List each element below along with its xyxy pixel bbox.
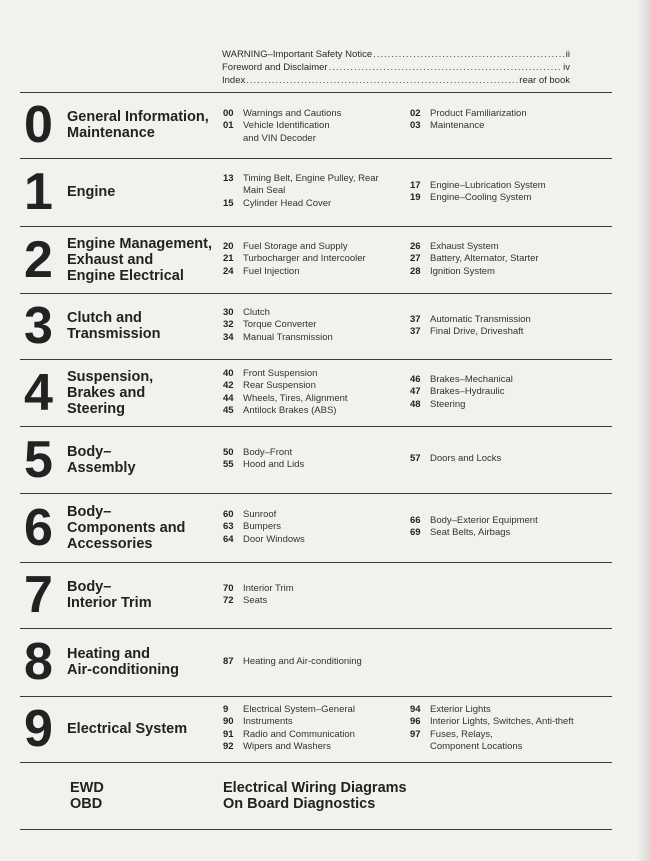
chapter-title-line: Heating and Air-conditioning <box>243 656 362 667</box>
chapter-entry[interactable] <box>223 704 403 716</box>
chapter-number: 15 <box>223 197 234 209</box>
chapter-number: 32 <box>223 319 234 331</box>
chapter-title-line: Door Windows <box>243 533 305 545</box>
chapter-title <box>430 314 610 326</box>
chapter-title <box>243 173 403 198</box>
chapter-number: 55 <box>223 459 234 471</box>
chapter-number: 69 <box>410 527 421 539</box>
section-divider <box>20 829 612 830</box>
front-matter-page: ii <box>565 49 570 60</box>
chapter-entry[interactable] <box>410 386 610 398</box>
chapter-title-line: Maintenance <box>430 120 485 132</box>
chapter-title <box>430 253 610 265</box>
section-title <box>67 369 153 417</box>
section-title-line: Engine Electrical <box>67 268 184 284</box>
chapter-title <box>243 108 403 120</box>
chapter-number: 66 <box>410 515 421 526</box>
appendix-code-ewd: EWD <box>70 780 104 796</box>
chapter-title <box>243 729 403 741</box>
section-title <box>67 579 152 611</box>
chapter-title <box>430 266 610 278</box>
chapter-entry[interactable] <box>223 332 403 344</box>
chapter-title-line: Fuses, Relays, <box>430 728 493 740</box>
chapter-number: 30 <box>223 307 234 318</box>
dot-leader <box>329 61 563 74</box>
section-title-line: Assembly <box>67 460 136 476</box>
chapter-title-line: Seat Belts, Airbags <box>430 527 511 539</box>
section-number: 9 <box>24 700 53 758</box>
chapter-entry[interactable] <box>410 716 610 728</box>
section-title-line: Accessories <box>67 536 153 552</box>
section-number: 1 <box>24 163 53 221</box>
chapter-number: 47 <box>410 386 421 398</box>
chapter-title-line: Timing Belt, Engine Pulley, Rear <box>243 173 379 184</box>
chapter-entry[interactable] <box>223 595 403 607</box>
chapter-number: 50 <box>223 447 234 458</box>
chapter-entry[interactable] <box>223 405 403 417</box>
chapter-title <box>243 459 403 471</box>
chapter-title <box>430 515 610 527</box>
chapter-column-left <box>223 307 403 344</box>
front-matter-page: iv <box>563 62 570 73</box>
chapter-title <box>243 595 403 607</box>
dot-leader <box>373 48 565 61</box>
chapter-title-line: Brakes–Mechanical <box>430 374 513 385</box>
chapter-title <box>430 399 610 411</box>
chapter-number: 34 <box>223 331 234 343</box>
chapter-column-right <box>410 515 610 540</box>
chapter-title-line: Brakes–Hydraulic <box>430 386 505 398</box>
chapter-title <box>243 307 403 319</box>
chapter-title-line: Component Locations <box>430 741 523 753</box>
chapter-number: 92 <box>223 741 234 753</box>
section-title-line: Steering <box>67 401 126 417</box>
chapter-number: 01 <box>223 120 234 132</box>
chapter-entry[interactable] <box>223 729 403 741</box>
chapter-entry[interactable] <box>223 509 403 521</box>
chapter-title <box>430 386 610 398</box>
chapter-entry[interactable] <box>223 380 403 392</box>
chapter-number: 37 <box>410 314 421 325</box>
chapter-column-left <box>223 509 403 546</box>
chapter-entry[interactable] <box>410 704 610 716</box>
chapter-column-right <box>410 704 610 754</box>
chapter-number: 48 <box>410 398 421 410</box>
section-title-line: Maintenance <box>67 125 155 141</box>
chapter-number: 17 <box>410 180 421 191</box>
chapter-number: 19 <box>410 192 421 204</box>
section-title-line: Air-conditioning <box>67 662 179 678</box>
section-number: 8 <box>24 633 53 691</box>
chapter-title-line: Wheels, Tires, Alignment <box>243 392 348 404</box>
chapter-title <box>243 368 403 380</box>
chapter-number: 45 <box>223 405 234 417</box>
section-title-line: Body– <box>67 579 112 595</box>
section-title-line: Engine <box>67 184 116 200</box>
chapter-title-line: Main Seal <box>243 185 286 197</box>
chapter-title <box>243 241 403 253</box>
chapter-title <box>430 180 610 192</box>
appendix-section[interactable] <box>20 776 612 828</box>
section-divider <box>20 493 612 494</box>
chapter-column-left <box>223 656 403 668</box>
chapter-number: 60 <box>223 509 234 520</box>
chapter-title-line: Final Drive, Driveshaft <box>430 326 524 338</box>
chapter-title-line: Engine–Cooling System <box>430 192 532 204</box>
chapter-entry[interactable] <box>223 253 403 265</box>
chapter-number: 57 <box>410 453 421 464</box>
chapter-title <box>430 704 610 716</box>
chapter-column-left <box>223 704 403 754</box>
section-title-line: Transmission <box>67 326 161 342</box>
section-divider <box>20 158 612 159</box>
chapter-title <box>430 729 610 754</box>
chapter-entry[interactable] <box>410 180 610 192</box>
chapter-title <box>243 521 403 533</box>
chapter-title <box>243 266 403 278</box>
chapter-title-line: Fuel Storage and Supply <box>243 241 348 252</box>
chapter-number: 28 <box>410 265 421 277</box>
dot-leader <box>246 74 518 87</box>
section-title-line: Engine Management, <box>67 236 213 252</box>
chapter-title <box>430 453 610 465</box>
chapter-entry[interactable] <box>410 374 610 386</box>
section-title-line: Suspension, <box>67 369 154 385</box>
chapter-title <box>243 534 403 546</box>
chapter-title <box>243 319 403 331</box>
chapter-number: 42 <box>223 380 234 392</box>
chapter-title-line: Ignition System <box>430 265 495 277</box>
chapter-title-line: Bumpers <box>243 521 282 533</box>
chapter-title-line: Exhaust System <box>430 241 499 252</box>
section-divider <box>20 359 612 360</box>
chapter-entry[interactable] <box>410 266 610 278</box>
chapter-column-right <box>410 180 610 205</box>
chapter-column-left <box>223 241 403 278</box>
section-number: 5 <box>24 431 53 489</box>
chapter-column-left <box>223 173 403 210</box>
section-divider <box>20 226 612 227</box>
chapter-title-line: Automatic Transmission <box>430 314 531 325</box>
section-divider <box>20 696 612 697</box>
section-title-line: Interior Trim <box>67 595 152 611</box>
chapter-title-line: Wipers and Washers <box>243 741 331 753</box>
section-title <box>67 310 160 342</box>
chapter-number: 40 <box>223 368 234 379</box>
chapter-title-line: Interior Lights, Switches, Anti-theft <box>430 716 574 728</box>
chapter-entry[interactable] <box>223 120 403 145</box>
section-5[interactable] <box>20 426 612 493</box>
chapter-title <box>243 509 403 521</box>
chapter-entry[interactable] <box>223 656 403 668</box>
chapter-title-line: Body–Front <box>243 447 293 458</box>
section-9[interactable] <box>20 696 612 762</box>
chapter-title <box>243 198 403 210</box>
chapter-title-line: Body–Exterior Equipment <box>430 515 538 526</box>
appendix-codes <box>70 780 104 812</box>
chapter-entry[interactable] <box>223 241 403 253</box>
chapter-column-left <box>223 447 403 472</box>
section-title-line: General Information, <box>67 109 209 125</box>
section-title-line: Heating and <box>67 646 150 662</box>
section-divider <box>20 562 612 563</box>
chapter-number: 37 <box>410 326 421 338</box>
chapter-number: 90 <box>223 716 234 728</box>
chapter-number: 44 <box>223 392 234 404</box>
chapter-title <box>243 120 403 145</box>
chapter-title <box>430 108 610 120</box>
chapter-title <box>243 741 403 753</box>
front-matter-row[interactable] <box>222 74 570 87</box>
chapter-title <box>243 405 403 417</box>
section-number: 2 <box>24 231 53 289</box>
chapter-column-left <box>223 583 403 608</box>
chapter-title-line: Warnings and Cautions <box>243 108 342 119</box>
chapter-entry[interactable] <box>410 399 610 411</box>
section-title <box>67 109 209 141</box>
chapter-title <box>243 704 403 716</box>
chapter-entry[interactable] <box>410 192 610 204</box>
section-title-line: Brakes and <box>67 385 146 401</box>
section-1[interactable] <box>20 158 612 226</box>
chapter-number: 27 <box>410 253 421 265</box>
chapter-title <box>243 380 403 392</box>
chapter-title-line: Sunroof <box>243 509 277 520</box>
chapter-number: 24 <box>223 265 234 277</box>
chapter-entry[interactable] <box>223 521 403 533</box>
chapter-title-line: and VIN Decoder <box>243 132 316 144</box>
chapter-column-left <box>223 108 403 145</box>
chapter-number: 00 <box>223 108 234 119</box>
chapter-number: 9 <box>223 704 229 715</box>
chapter-entry[interactable] <box>223 368 403 380</box>
chapter-title-line: Front Suspension <box>243 368 318 379</box>
chapter-title-line: Product Familiarization <box>430 108 527 119</box>
chapter-entry[interactable] <box>223 393 403 405</box>
chapter-title <box>430 241 610 253</box>
chapter-number: 20 <box>223 241 234 252</box>
chapter-number: 26 <box>410 241 421 252</box>
section-title <box>67 184 115 200</box>
chapter-number: 13 <box>223 173 234 184</box>
chapter-title <box>243 332 403 344</box>
front-matter-label: Index <box>222 75 246 86</box>
section-title <box>67 504 185 552</box>
section-title <box>67 721 187 737</box>
chapter-title-line: Engine–Lubrication System <box>430 180 546 191</box>
section-title-line: Body– <box>67 504 112 520</box>
chapter-column-left <box>223 368 403 418</box>
chapter-number: 87 <box>223 656 234 667</box>
chapter-entry[interactable] <box>410 453 610 465</box>
chapter-entry[interactable] <box>223 198 403 210</box>
chapter-entry[interactable] <box>223 319 403 331</box>
chapter-entry[interactable] <box>223 741 403 753</box>
chapter-title <box>243 716 403 728</box>
chapter-entry[interactable] <box>410 515 610 527</box>
section-number: 7 <box>24 566 53 624</box>
page-edge-shadow <box>636 0 650 861</box>
appendix-titles <box>223 780 407 812</box>
chapter-title-line: Electrical System–General <box>243 704 355 715</box>
chapter-number: 70 <box>223 583 234 594</box>
section-divider <box>20 92 612 93</box>
chapter-entry[interactable] <box>410 326 610 338</box>
section-6[interactable] <box>20 493 612 562</box>
chapter-title <box>430 374 610 386</box>
chapter-title <box>243 656 403 668</box>
front-matter-label: Foreword and Disclaimer <box>222 62 328 73</box>
section-2[interactable] <box>20 226 612 293</box>
chapter-title <box>430 527 610 539</box>
chapter-title-line: Turbocharger and Intercooler <box>243 253 366 265</box>
chapter-number: 97 <box>410 728 421 740</box>
chapter-title-line: Exterior Lights <box>430 704 491 715</box>
section-title-line: Electrical System <box>67 721 188 737</box>
chapter-number: 03 <box>410 120 421 132</box>
chapter-title <box>243 253 403 265</box>
chapter-title <box>430 192 610 204</box>
appendix-title-obd: On Board Diagnostics <box>223 796 376 812</box>
chapter-title-line: Hood and Lids <box>243 459 305 471</box>
section-title-line: Clutch and <box>67 310 142 326</box>
chapter-number: 64 <box>223 533 234 545</box>
chapter-title-line: Manual Transmission <box>243 331 333 343</box>
chapter-title-line: Radio and Communication <box>243 728 355 740</box>
chapter-entry[interactable] <box>410 314 610 326</box>
section-divider <box>20 628 612 629</box>
section-title-line: Components and <box>67 520 186 536</box>
chapter-entry[interactable] <box>410 253 610 265</box>
chapter-title-line: Vehicle Identification <box>243 120 330 132</box>
chapter-column-right <box>410 453 610 465</box>
chapter-entry[interactable] <box>410 108 610 120</box>
chapter-title-line: Rear Suspension <box>243 380 316 392</box>
chapter-number: 91 <box>223 728 234 740</box>
chapter-column-right <box>410 314 610 339</box>
chapter-title-line: Cylinder Head Cover <box>243 197 332 209</box>
section-divider <box>20 762 612 763</box>
section-title <box>67 236 212 284</box>
chapter-number: 63 <box>223 521 234 533</box>
section-7[interactable] <box>20 562 612 628</box>
chapter-entry[interactable] <box>223 108 403 120</box>
section-divider <box>20 293 612 294</box>
chapter-entry[interactable] <box>223 266 403 278</box>
chapter-title <box>243 393 403 405</box>
chapter-entry[interactable] <box>223 173 403 198</box>
chapter-entry[interactable] <box>410 120 610 132</box>
chapter-entry[interactable] <box>223 447 403 459</box>
chapter-entry[interactable] <box>223 459 403 471</box>
section-4[interactable] <box>20 359 612 426</box>
chapter-column-right <box>410 108 610 133</box>
chapter-number: 02 <box>410 108 421 119</box>
chapter-column-right <box>410 241 610 278</box>
chapter-title-line: Torque Converter <box>243 319 317 331</box>
section-title-line: Exhaust and <box>67 252 154 268</box>
chapter-entry[interactable] <box>410 241 610 253</box>
chapter-title-line: Instruments <box>243 716 293 728</box>
chapter-title <box>430 716 610 728</box>
chapter-column-right <box>410 374 610 411</box>
front-matter-page: rear of book <box>519 75 570 86</box>
section-title <box>67 646 179 678</box>
section-number: 3 <box>24 297 53 355</box>
chapter-title-line: Battery, Alternator, Starter <box>430 253 539 265</box>
chapter-title-line: Antilock Brakes (ABS) <box>243 405 337 417</box>
chapter-number: 46 <box>410 374 421 385</box>
appendix-title-ewd: Electrical Wiring Diagrams <box>223 780 407 796</box>
section-0[interactable] <box>20 92 612 158</box>
front-matter-row[interactable] <box>222 48 570 61</box>
chapter-number: 21 <box>223 253 234 265</box>
section-number: 6 <box>24 499 53 557</box>
front-matter-row[interactable] <box>222 61 570 74</box>
section-title-line: Body– <box>67 444 112 460</box>
chapter-entry[interactable] <box>223 534 403 546</box>
chapter-title-line: Steering <box>430 398 466 410</box>
front-matter <box>222 48 570 87</box>
front-matter-label: WARNING–Important Safety Notice <box>222 49 373 60</box>
section-divider <box>20 426 612 427</box>
section-number: 0 <box>24 96 53 154</box>
section-8[interactable] <box>20 628 612 696</box>
chapter-entry[interactable] <box>410 729 610 754</box>
chapter-number: 94 <box>410 704 421 715</box>
section-3[interactable] <box>20 293 612 359</box>
chapter-number: 72 <box>223 595 234 607</box>
chapter-title-line: Seats <box>243 595 268 607</box>
chapter-title-line: Clutch <box>243 307 270 318</box>
chapter-title-line: Interior Trim <box>243 583 294 594</box>
section-title <box>67 444 136 476</box>
chapter-entry[interactable] <box>223 307 403 319</box>
chapter-title <box>243 447 403 459</box>
chapter-number: 96 <box>410 716 421 728</box>
chapter-title <box>430 326 610 338</box>
chapter-title <box>243 583 403 595</box>
chapter-entry[interactable] <box>223 583 403 595</box>
chapter-entry[interactable] <box>223 716 403 728</box>
chapter-title <box>430 120 610 132</box>
section-number: 4 <box>24 364 53 422</box>
chapter-entry[interactable] <box>410 527 610 539</box>
appendix-code-obd: OBD <box>70 796 103 812</box>
chapter-title-line: Doors and Locks <box>430 453 502 464</box>
chapter-title-line: Fuel Injection <box>243 265 300 277</box>
